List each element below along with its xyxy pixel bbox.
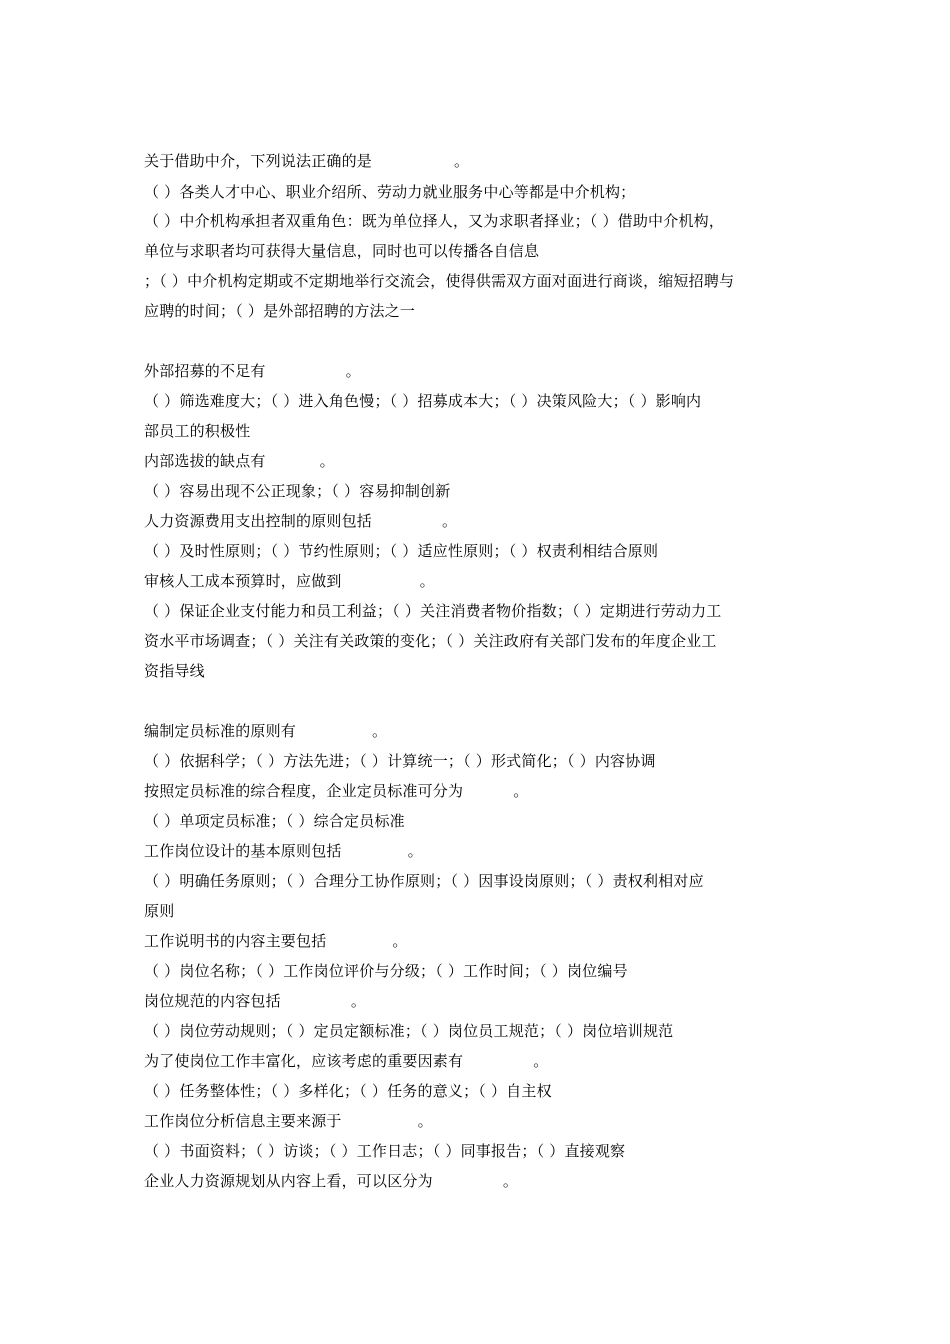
text-line [144, 241, 824, 261]
line-text: （ ）单项定员标准；（ ）综合定员标准 [144, 812, 405, 830]
line-text: （ ）中介机构承担者双重角色：既为单位择人，又为求职者择业；（ ）借助中介机构， [144, 212, 725, 230]
text-line [144, 601, 824, 621]
line-text: （ ）书面资料；（ ）访谈；（ ）工作日志；（ ）同事报告；（ ）直接观察 [144, 1142, 626, 1160]
line-text: 资水平市场调查；（ ）关注有关政策的变化；（ ）关注政府有关部门发布的年度企业工 [144, 632, 717, 650]
question-line [144, 1111, 824, 1131]
line-end-punctuation: 。 [513, 782, 529, 800]
text-line [144, 901, 824, 921]
line-end-punctuation: 。 [502, 1172, 519, 1190]
line-text: 资指导线 [144, 662, 205, 680]
question-line [144, 931, 824, 951]
text-line [144, 271, 824, 291]
question-line [144, 781, 824, 801]
line-end-punctuation: 。 [417, 1112, 433, 1130]
line-text: （ ）岗位劳动规则；（ ）定员定额标准；（ ）岗位员工规范；（ ）岗位培训规范 [144, 1022, 674, 1040]
line-text: （ ）依据科学；（ ）方法先进；（ ）计算统一；（ ）形式简化；（ ）内容协调 [144, 752, 656, 770]
line-text: 单位与求职者均可获得大量信息，同时也可以传播各自信息 [144, 242, 540, 260]
text-line [144, 811, 824, 831]
line-text: 岗位规范的内容包括 [144, 992, 281, 1010]
line-text: （ ）明确任务原则；（ ）合理分工协作原则；（ ）因事设岗原则；（ ）责权利相对应 [144, 872, 704, 890]
line-text: （ ）筛选难度大；（ ）进入角色慢；（ ）招募成本大；（ ）决策风险大；（ ）影响内 [144, 392, 702, 410]
text-line [144, 1141, 824, 1161]
text-line [144, 661, 824, 681]
line-text: 外部招募的不足有 [144, 362, 266, 380]
question-line [144, 451, 824, 471]
question-line [144, 1051, 824, 1071]
line-text: 内部选拔的缺点有 [144, 452, 266, 470]
question-line [144, 991, 824, 1011]
text-line [144, 1081, 824, 1101]
line-text: （ ）容易出现不公正现象；（ ）容易抑制创新 [144, 482, 451, 500]
text-line [144, 631, 824, 651]
question-line [144, 361, 824, 381]
text-line [144, 751, 824, 771]
line-end-punctuation: 。 [442, 512, 458, 530]
line-text: ；（ ）中介机构定期或不定期地举行交流会，使得供需双方面对面进行商谈，缩短招聘与 [144, 272, 735, 290]
line-end-punctuation: 。 [533, 1052, 549, 1070]
line-end-punctuation: 。 [372, 722, 388, 740]
line-end-punctuation: 。 [345, 362, 361, 380]
line-text: 工作岗位分析信息主要来源于 [144, 1112, 342, 1130]
text-line [144, 211, 824, 231]
line-text: 工作说明书的内容主要包括 [144, 932, 327, 950]
line-text: （ ）各类人才中心、职业介绍所、劳动力就业服务中心等都是中介机构； [144, 183, 636, 201]
line-text: 编制定员标准的原则有 [144, 722, 297, 740]
line-text: （ ）保证企业支付能力和员工利益；（ ）关注消费者物价指数；（ ）定期进行劳动力工 [144, 602, 722, 620]
line-text: 应聘的时间；（ ）是外部招聘的方法之一 [144, 302, 416, 320]
line-text: 按照定员标准的综合程度，企业定员标准可分为 [144, 782, 464, 800]
text-line [144, 421, 824, 441]
text-line [144, 871, 824, 891]
line-end-punctuation: 。 [350, 992, 367, 1010]
question-line [144, 1171, 824, 1191]
line-text: 工作岗位设计的基本原则包括 [144, 842, 342, 860]
line-end-punctuation: 。 [454, 152, 470, 170]
text-line [144, 541, 824, 561]
line-text: （ ）任务整体性；（ ）多样化；（ ）任务的意义；（ ）自主权 [144, 1082, 552, 1100]
line-text: （ ）岗位名称；（ ）工作岗位评价与分级；（ ）工作时间；（ ）岗位编号 [144, 962, 628, 980]
line-text: 人力资源费用支出控制的原则包括 [144, 512, 373, 530]
question-line [144, 721, 824, 741]
text-line [144, 391, 824, 411]
line-end-punctuation: 。 [319, 452, 335, 470]
text-line [144, 1021, 824, 1041]
text-line [144, 182, 824, 202]
line-text: 关于借助中介，下列说法正确的是 [144, 152, 373, 170]
line-end-punctuation: 。 [407, 842, 423, 860]
question-line [144, 841, 824, 861]
text-line [144, 481, 824, 501]
line-text: 审核人工成本预算时，应做到 [144, 572, 342, 590]
line-text: 原则 [144, 902, 175, 920]
line-text: （ ）及时性原则；（ ）节约性原则；（ ）适应性原则；（ ）权责利相结合原则 [144, 542, 659, 560]
line-end-punctuation: 。 [419, 572, 435, 590]
line-text: 企业人力资源规划从内容上看，可以区分为 [144, 1172, 433, 1190]
text-line [144, 301, 824, 321]
question-line [144, 571, 824, 591]
question-line [144, 511, 824, 531]
line-text: 为了使岗位工作丰富化，应该考虑的重要因素有 [144, 1052, 464, 1070]
line-end-punctuation: 。 [392, 932, 408, 950]
text-line [144, 961, 824, 981]
question-line [144, 151, 824, 171]
line-text: 部员工的积极性 [144, 422, 251, 440]
